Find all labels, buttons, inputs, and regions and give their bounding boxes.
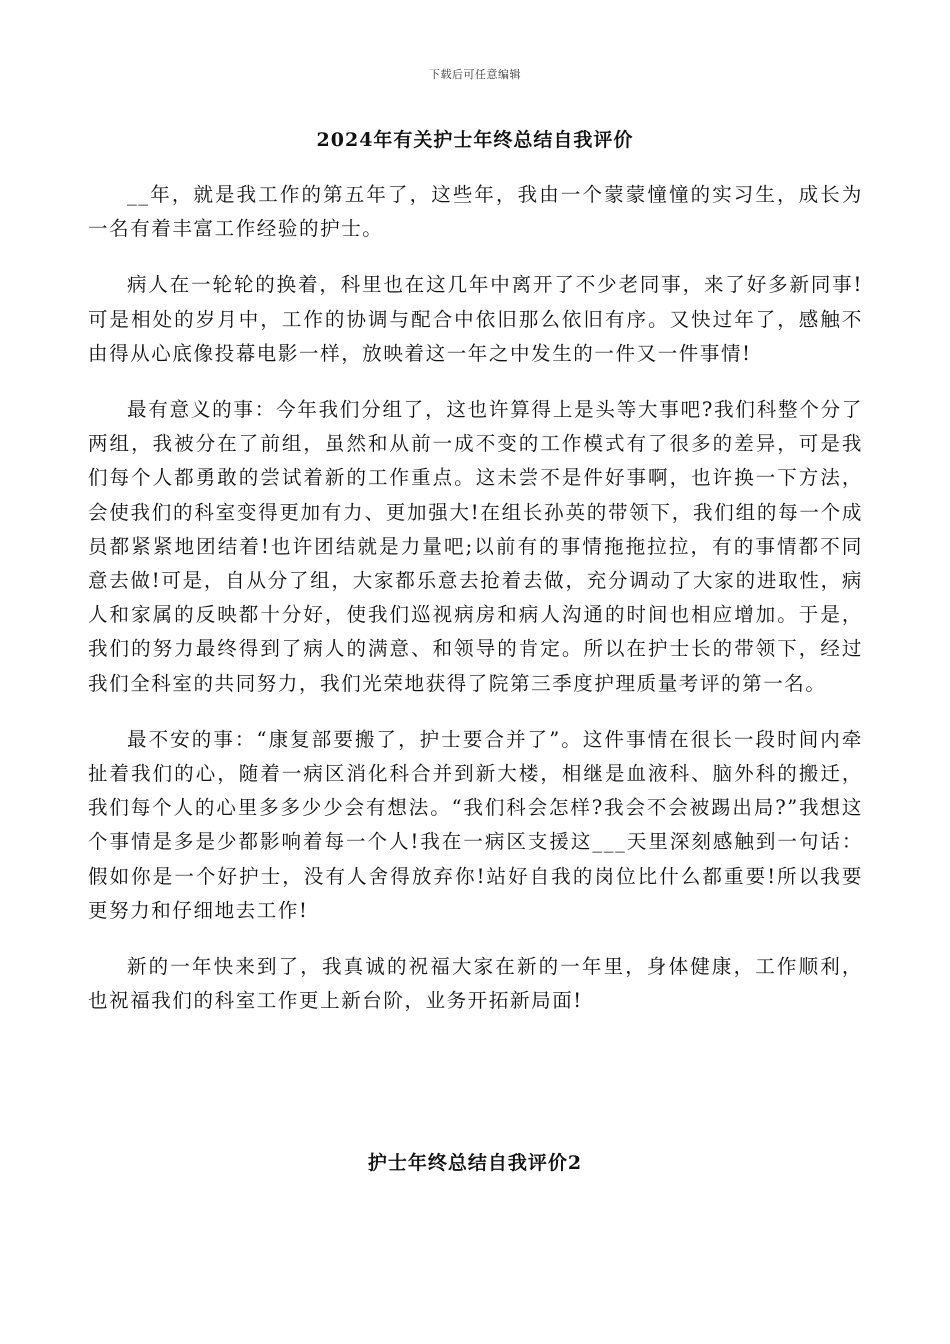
- paragraph: __年，就是我工作的第五年了，这些年，我由一个蒙蒙憧憧的实习生，成长为一名有着丰富工作经验的护士。: [88, 183, 863, 241]
- header-note: 下载后可任意编辑: [429, 68, 521, 81]
- paragraph: 最有意义的事：今年我们分组了，这也许算得上是头等大事吧?我们科整个分了两组，我被分在了前组，虽然和从前一成不变的工作模式有了很多的差异，可是我们每个人都勇敢的尝试着新的工作重点。这未尝不是件好事啊，也许换一下方法，会使我们的科室变得更加有力、更加强大!在组长孙英的带领下，我们组的每一个成员都紧紧地团结着!也许团结就是力量吧;以前有的事情拖拖拉拉，有的事情都不同意去做!可是，自从分了组，大家都乐意去抢着去做，充分调动了大家的进取性，病人和家属的反映都十分好，使我们巡视病房和病人沟通的时间也相应增加。于是，我们的努力最终得到了病人的满意、和领导的肯定。所以在护士长的带领下，经过我们全科室的共同努力，我们光荣地获得了院第三季度护理质量考评的第一名。: [88, 398, 863, 695]
- body-text: [88, 178, 863, 1040]
- paragraph: 病人在一轮轮的换着，科里也在这几年中离开了不少老同事，来了好多新同事!可是相处的岁月中，工作的协调与配合中依旧那么依旧有序。又快过年了，感触不由得从心底像投幕电影一样，放映着这一年之中发生的一件又一件事情!: [88, 273, 863, 365]
- paragraph: 最不安的事：“康复部要搬了，护士要合并了”。这件事情在很长一段时间内牵扯着我们的心，随着一病区消化科合并到新大楼，相继是血液科、脑外科的搬迁，我们每个人的心里多多少少会有想法。“我们科会怎样?我会不会被踢出局?”我想这个事情是多是少都影响着每一个人!我在一病区支援这___天里深刻感触到一句话：假如你是一个好护士，没有人舍得放弃你!站好自我的岗位比什么都重要!所以我要更努力和仔细地去工作!: [88, 727, 863, 922]
- document-title: 2024年有关护士年终总结自我评价: [316, 129, 634, 151]
- section-subtitle: 护士年终总结自我评价2: [367, 1152, 583, 1174]
- paragraph: 新的一年快来到了，我真诚的祝福大家在新的一年里，身体健康，工作顺利，也祝福我们的科室工作更上新台阶，业务开拓新局面!: [88, 955, 863, 1013]
